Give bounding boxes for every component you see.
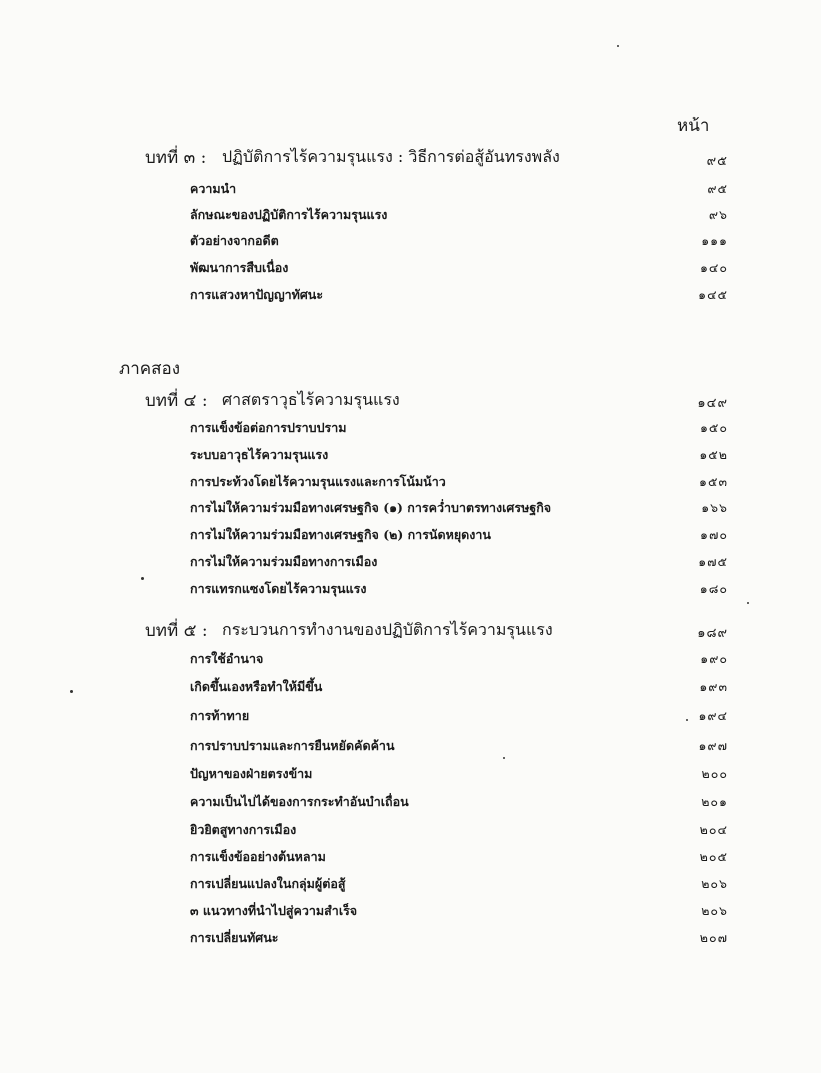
- toc-entry: ๓ แนวทางที่นำไปสู่ความสำเร็จ: [190, 903, 358, 918]
- toc-entry: ยิวยิตสูทางการเมือง: [190, 822, 297, 837]
- chapter-page: ๑๘๙: [697, 626, 728, 641]
- toc-entry-page: ๑๕๐: [699, 420, 728, 435]
- toc-entry-page: ๑๙๗: [698, 738, 728, 753]
- toc-entry-page: ๒๐๑: [701, 794, 728, 809]
- toc-entry: พัฒนาการสืบเนื่อง: [190, 260, 289, 275]
- toc-entry-page: ๑๔๕: [698, 287, 728, 302]
- toc-entry-page: ๒๐๖: [701, 876, 728, 891]
- toc-entry: ระบบอาวุธไร้ความรุนแรง: [190, 447, 329, 462]
- toc-entry: การแข็งข้ออย่างต้นหลาม: [190, 849, 326, 864]
- page-column-header: หน้า: [677, 116, 710, 136]
- toc-entry: การไม่ให้ความร่วมมือทางเศรษฐกิจ (๑) การคว่ำบาตรทางเศรษฐกิจ: [190, 500, 552, 515]
- scan-speck: [686, 719, 688, 721]
- chapter-title: ศาสตราวุธไร้ความรุนแรง: [222, 390, 400, 409]
- toc-entry-page: ๑๕๒: [699, 447, 728, 462]
- toc-entry: เกิดขึ้นเองหรือทำให้มีขึ้น: [190, 679, 323, 694]
- toc-entry: การปราบปรามและการยืนหยัดคัดค้าน: [190, 738, 395, 753]
- chapter-number: บทที่ ๔ :: [145, 391, 208, 411]
- toc-entry-page: ๑๔๐: [699, 260, 728, 275]
- toc-entry-page: ๒๐๖: [701, 903, 728, 918]
- chapter-page: ๙๕: [706, 154, 728, 169]
- toc-entry: การเปลี่ยนแปลงในกลุ่มผู้ต่อสู้: [190, 876, 346, 891]
- toc-entry-page: ๑๗๐: [700, 527, 728, 542]
- chapter-title: ปฏิบัติการไร้ความรุนแรง : วิธีการต่อสู้อันทรงพลัง: [222, 147, 560, 166]
- chapter-title: กระบวนการทำงานของปฏิบัติการไร้ความรุนแรง: [222, 620, 553, 639]
- toc-entry-page: ๒๐๐: [701, 766, 728, 781]
- part-heading: ภาคสอง: [119, 359, 181, 379]
- toc-entry: การแข็งข้อต่อการปราบปราม: [190, 420, 347, 435]
- toc-entry-page: ๑๘๐: [699, 581, 728, 596]
- toc-entry-page: ๙๕: [707, 181, 728, 196]
- toc-entry: ลักษณะของปฏิบัติการไร้ความรุนแรง: [190, 207, 388, 222]
- scan-speck: [503, 757, 505, 759]
- toc-entry-page: ๒๐๔: [699, 822, 728, 837]
- toc-entry: ความเป็นไปได้ของการกระทำอันบำเถื่อน: [190, 794, 409, 809]
- toc-entry: การใช้อำนาจ: [190, 651, 264, 666]
- scan-speck: [747, 602, 749, 604]
- toc-entry-page: ๑๙๓: [699, 679, 728, 694]
- toc-entry: การประท้วงโดยไร้ความรุนแรงและการโน้มน้าว: [190, 474, 446, 489]
- toc-entry: ความนำ: [190, 181, 237, 196]
- toc-entry-page: ๙๖: [708, 207, 728, 222]
- toc-entry: การเปลี่ยนทัศนะ: [190, 930, 279, 945]
- toc-entry: การท้าทาย: [190, 708, 250, 723]
- scan-speck: [70, 690, 73, 693]
- toc-entry-page: ๒๐๗: [699, 930, 728, 945]
- toc-entry-page: ๑๕๓: [699, 474, 728, 489]
- toc-entry-page: ๑๑๑: [701, 233, 728, 248]
- toc-entry: ตัวอย่างจากอดีต: [190, 233, 279, 248]
- scan-speck: [141, 577, 144, 580]
- toc-entry-page: ๑๗๕: [698, 554, 728, 569]
- toc-entry: ปัญหาของฝ่ายตรงข้าม: [190, 766, 313, 781]
- toc-entry-page: ๑๖๖: [701, 500, 728, 515]
- toc-entry-page: ๒๐๕: [699, 849, 728, 864]
- scan-speck: [617, 45, 619, 47]
- toc-entry: การไม่ให้ความร่วมมือทางเศรษฐกิจ (๒) การนัดหยุดงาน: [190, 527, 491, 542]
- toc-entry: การแสวงหาปัญญาทัศนะ: [190, 287, 324, 302]
- toc-entry: การไม่ให้ความร่วมมือทางการเมือง: [190, 554, 378, 569]
- toc-entry: การแทรกแซงโดยไร้ความรุนแรง: [190, 581, 367, 596]
- toc-entry-page: ๑๙๐: [700, 651, 728, 666]
- chapter-number: บทที่ ๕ :: [145, 621, 208, 641]
- toc-entry-page: ๑๙๔: [698, 708, 728, 723]
- chapter-number: บทที่ ๓ :: [145, 148, 207, 168]
- chapter-page: ๑๔๙: [697, 396, 728, 411]
